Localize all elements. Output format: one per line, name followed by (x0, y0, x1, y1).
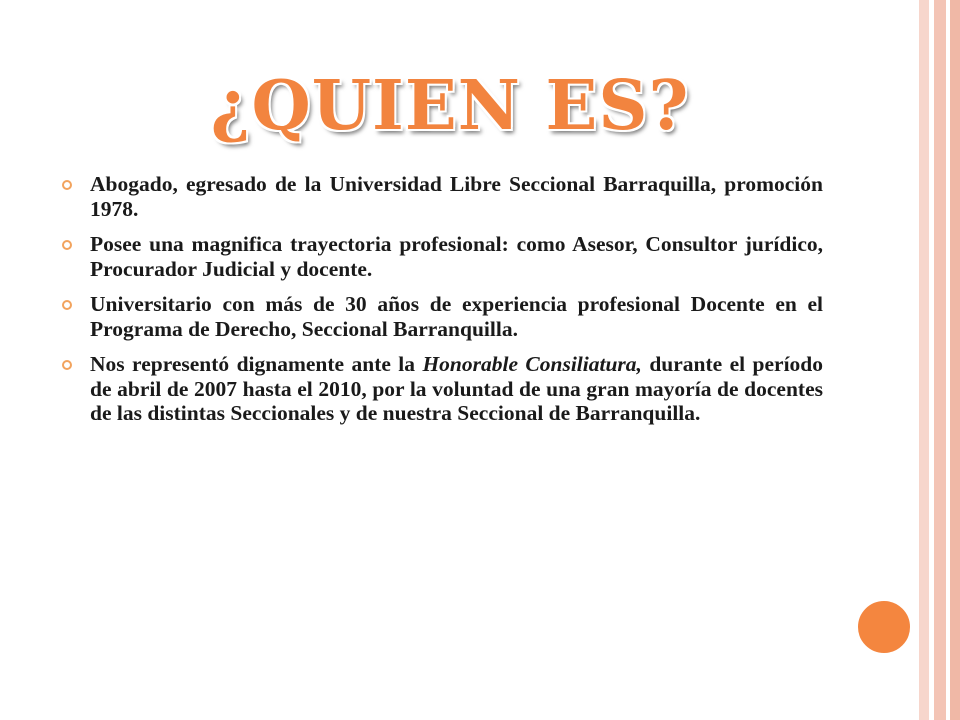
decorative-stripe (919, 0, 929, 720)
bullet-ring-icon (62, 300, 72, 310)
bullet-item (60, 172, 823, 221)
bullet-ring-icon (62, 180, 72, 190)
decorative-stripe (934, 0, 946, 720)
bullet-list (60, 172, 823, 437)
bullet-text-rest: durante el período de abril de 2007 hasta el 2010, por la voluntad de una gran mayoría de docentes de las distintas Seccionales y de nuestra Seccional de Barranquilla. (90, 352, 823, 425)
slide-title: ¿QUIEN ES? (210, 66, 690, 146)
decorative-circle (855, 598, 913, 656)
bullet-item (60, 232, 823, 281)
bullet-text: Universitario con más de 30 años de experiencia profesional Docente en el Programa de Derecho, Seccional Barranquilla. (90, 292, 823, 341)
bullet-item (60, 292, 823, 341)
bullet-text-emphasis: Honorable Consiliatura, (422, 352, 642, 376)
decorative-stripe (950, 0, 960, 720)
bullet-text: Abogado, egresado de la Universidad Libre Seccional Barraquilla, promoción 1978. (90, 172, 823, 221)
bullet-text-lead: Nos representó dignamente ante la (90, 352, 423, 376)
bullet-ring-icon (62, 240, 72, 250)
bullet-ring-icon (62, 360, 72, 370)
bullet-item (60, 352, 823, 426)
bullet-text: Posee una magnifica trayectoria profesional: como Asesor, Consultor jurídico, Procurador Judicial y docente. (90, 232, 823, 281)
